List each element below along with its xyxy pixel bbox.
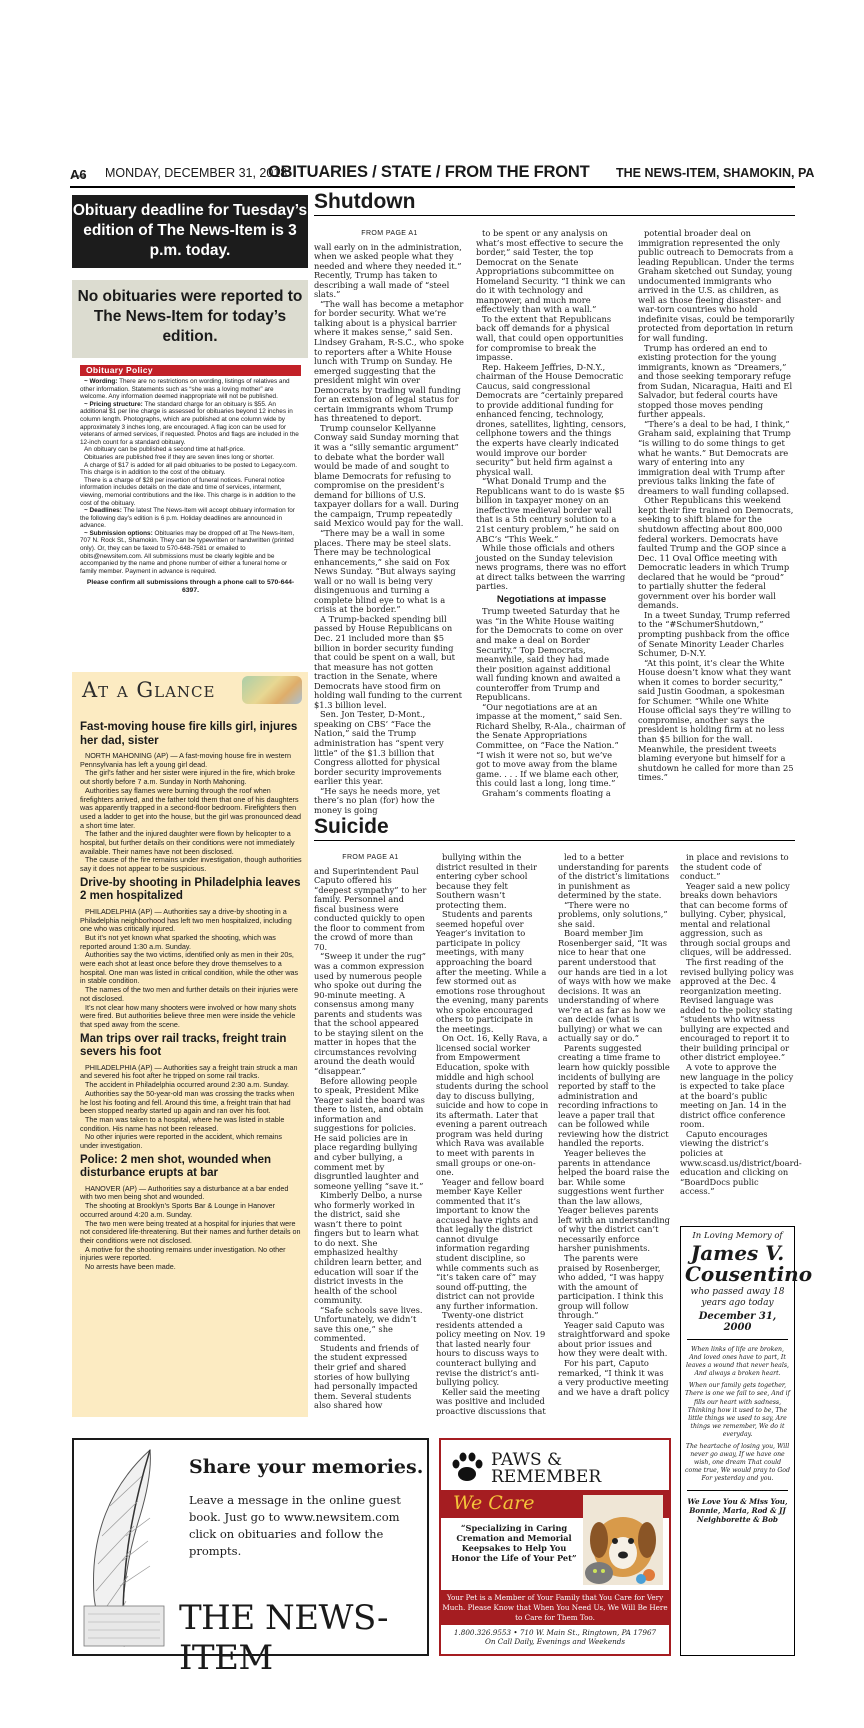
suicide-paragraph: Parents suggested creating a time frame to learn how quickly possible incidents of bullying are reported by staff to the administration and recording infractions to leave a paper trail that can be followed while reviewing how the district handled the reports.	[558, 1042, 670, 1149]
policy-paragraph: ~ Deadlines: The latest The News-Item will accept obituary information for the following day’s edition is 6 p.m. Holiday deadlines are announced in advance.	[80, 507, 295, 530]
glance-paragraph: The cause of the fire remains under investigation, though authorities say it does not appear to be suspicious.	[80, 855, 302, 874]
suicide-paragraph: and Superintendent Paul Caputo offered his “deepest sympathy” to her family. Personnel and fiscal business were conducted quickly to open the floor to comment from the crowd of more than 70.	[314, 865, 427, 952]
paws-name-line-1: PAWS &	[491, 1450, 563, 1470]
suicide-paragraph: Students and friends of the student expressed their grief and shared stories of how bullying had personally impacted them. Several students also shared how	[314, 1342, 419, 1411]
glance-paragraph: Authorities say flames were burning through the roof when firefighters arrived, and the father told them that one of his daughters was apparently trapped in a second-floor bedroom. Firefighters then used a ladder to get into the house, but the girl was pronounced dead a short time later.	[80, 785, 301, 830]
suicide-paragraph: Keller said the meeting was positive and included proactive discussions that	[436, 1386, 546, 1416]
glance-headline: Fast-moving house fire kills girl, injures her dad, sister	[80, 721, 298, 747]
news-item-logo: THE NEWS-ITEM	[179, 1598, 388, 1678]
glance-paragraph: It’s not clear how many shooters were involved or how many shots were fired. But authorities believe three men were inside the vehicle that sped away from the scene.	[80, 1002, 297, 1029]
shutdown-paragraph: To the extent that Republicans back off demands for a physical wall, that could open opportunities for compromise to break the impasse.	[476, 313, 624, 363]
memorial-poem	[685, 1346, 790, 1484]
glance-headline: Police: 2 men shot, wounded when disturbance erupts at bar	[80, 1153, 272, 1180]
paws-phone: 1.800.326.9553 • 710 W. Main St., Ringtown, PA 17967	[453, 1628, 657, 1637]
shutdown-column-3	[638, 229, 795, 783]
glance-paragraph: A motive for the shooting remains under investigation. No other injuries were reported.	[80, 1244, 286, 1263]
suicide-paragraph: Yeager said Caputo was straightforward and spoke about prior issues and how they were dealt with.	[558, 1319, 670, 1359]
memorial-divider	[687, 1490, 788, 1491]
shutdown-paragraph: Trump tweeted Saturday that he was “in the White House waiting for the Democrats to come on over and make a deal on Border Security.” Top Democrats, meanwhile, said they had made their position against additional wall funding known and awaited a counteroffer from Trump and Republicans.	[476, 606, 623, 703]
policy-paragraph: ~ Submission options: Obituaries may be dropped off at The News-Item, 707 N. Rock St., Shamokin. They can be typewritten or handwritten (printed only). Or, they can be faxed to 570-648-7581 or emailed to obits@newsitem.com. All submissions must be clearly legible and be accompanied by the name and phone number of either a funeral home or family member. Payment in advance is required.	[80, 529, 295, 575]
suicide-paragraph: Twenty-one district residents attended a policy meeting on Nov. 19 that lasted nearly four hours to discuss ways to counteract bullying and revise the district’s anti-bullying policy.	[436, 1310, 546, 1388]
pennsylvania-map-icon	[242, 676, 302, 704]
glance-paragraph: The girl’s father and her sister were injured in the fire, which broke out shortly before 7 a.m. Sunday in North Mahoning.	[80, 768, 296, 787]
glance-paragraph: PHILADELPHIA (AP) — Authorities say a freight train struck a man and severed his foot after he tripped on some rail tracks.	[80, 1062, 298, 1081]
glance-paragraph: Authorities say the two victims, identified only as men in their 20s, were each shot at least once before they drove themselves to a hospital. One man was listed in critical condition, while the other was in stable condition.	[80, 950, 299, 986]
memorial-notice	[680, 1226, 813, 1656]
glance-paragraph: The two men were being treated at a hospital for injuries that were not considered life-threatening. But their names and further details on their conditions were not disclosed.	[80, 1218, 301, 1245]
suicide-paragraph: bullying within the district resulted in their entering cyber school because they felt Southern wasn’t protecting them.	[436, 852, 537, 910]
shutdown-paragraph: A Trump-backed spending bill passed by House Republicans on Dec. 21 included more than $5 billion in border security funding that could be spent on a wall, but that measure has not gotten traction in the Senate, where Democrats have stood firm on holding wall funding to the current $1.3 billion level.	[314, 613, 462, 710]
we-care-tagline: We Care	[453, 1492, 535, 1514]
shutdown-from-page: FROM PAGE A1	[361, 230, 418, 237]
shutdown-paragraph: “What Donald Trump and the Republicans want to do is waste $5 billion in taxpayer money on an ineffective medieval border wall that is a 5th century solution to a 21st century problem,” he said on ABC’s “This Week.”	[476, 476, 625, 544]
suicide-paragraph: “Sweep it under the rug” was a common expression used by numerous people who spoke out during the 90-minute meeting. A consensus among many parents and students was that the school appeared to be staying silent on the matter in hopes that the circumstances revolving around the death would “disappear.”	[314, 951, 427, 1077]
suicide-paragraph: Before allowing people to speak, President Mike Yeager said the board was there to listen, and obtain information and suggestions for policies. He said policies are in place regarding bullying and cyber bullying, a comment met by disgruntled laughter and someone yelling “save it.”	[314, 1075, 425, 1191]
suicide-headline: Suicide	[314, 815, 389, 838]
memorial-verse: When our family gets together, There is one we fail to see, And if fills our heart with sadness, Thinking how it used to be, The little things we used to say, Are things we remember, We do it everyday.	[685, 1382, 790, 1438]
suicide-column-4	[680, 852, 802, 1197]
suicide-paragraph: “There were no problems, only solutions,” she said.	[558, 899, 668, 929]
no-obituaries-box: No obituaries were reported to The News-Item for today’s edition.	[72, 280, 308, 358]
policy-paragraph: ~ Wording: There are no restrictions on wording, listings of relatives and other information. Statements such as “she was a loving mother” are welcome. Any information deemed inappropriate will not be published.	[80, 378, 290, 401]
memorial-verse: The heartache of losing you, Will never go away, If we have one wish, one dream That could come true, We would pray to God For yesterday and you.	[685, 1443, 790, 1483]
suicide-rule	[314, 840, 795, 841]
shutdown-paragraph: Other Republicans this weekend kept their fire trained on Democrats, seeking to shift blame for the shutdown affecting about 800,000 federal workers. Democrats have faulted Trump and the GOP since a Dec. 11 Oval Office meeting with Democratic leaders in which Trump declared that he would be “proud” to partially shutter the federal government over his border wall demands.	[638, 495, 794, 611]
suicide-paragraph: Yeager believes the parents in attendance helped the board raise the bar. While some suggestions went further than the law allows, Yeager believes parents left with an understanding of why the district can’t necessarily enforce harsher punishments.	[558, 1147, 670, 1254]
memorial-name: James V. Cousentino	[685, 1241, 813, 1286]
memorial-divider	[687, 1339, 788, 1340]
dog-and-cat-photo	[583, 1495, 663, 1585]
glance-paragraph: PHILADELPHIA (AP) — Authorities say a drive-by shooting in a Philadelphia neighborhood has left two men hospitalized, including one who was critically injured.	[80, 906, 292, 934]
glance-paragraph: HANOVER (AP) — Authorities say a disturbance at a bar ended with two men being shot and wounded.	[80, 1183, 289, 1202]
shutdown-column-2	[476, 229, 627, 798]
paws-remember-ad	[439, 1438, 671, 1656]
suicide-column-1	[314, 853, 427, 1411]
suicide-paragraph: Board member Jim Rosenberger said, “It was nice to hear that one parent understood that our hands are tied in a lot of ways with how we make decisions. It was an understanding of where we’re at as far as how we can decide (what is bullying) or what we can actually say or do.”	[558, 928, 671, 1044]
glance-paragraph: No arrests have been made.	[85, 1262, 176, 1272]
glance-paragraph: But it’s not yet known what sparked the shooting, which was reported around 1:30 a.m. Sunday.	[80, 932, 276, 951]
suicide-paragraph: “Safe schools save lives. Unfortunately, we didn’t save this one,” she commented.	[314, 1304, 423, 1344]
policy-lead: ~ Deadlines:	[84, 507, 122, 515]
shutdown-paragraph: “There may be a wall in some places. There may be steel slats. There may be technological enhancements,” she said on Fox News Sunday. “But always saying wall or no wall is being very disingenuous and turning a complete blind eye to what is a crisis at the border.”	[314, 527, 456, 615]
guest-book-ad	[72, 1438, 429, 1678]
shutdown-paragraph: Rep. Hakeem Jeffries, D-N.Y., chairman of the House Democratic Caucus, said congressional Democrats are “certainly prepared to provide additional funding for enhanced fencing, technology, drones, satellites, lighting, censors, cellphone towers and the things the experts have clearly indicated would improve our border security” but held firm against a physical wall.	[476, 361, 627, 477]
policy-paragraph: An obituary can be published a second time at half-price.	[84, 446, 245, 454]
suicide-paragraph: The parents were praised by Rosenberger, who added, “I was happy with the amount of participation. I think this group will follow through.”	[558, 1252, 664, 1321]
glance-paragraph: The names of the two men and further details on their injuries were not disclosed.	[80, 985, 298, 1003]
shutdown-rule	[314, 215, 795, 216]
memorial-passed: who passed away 18 years ago today	[690, 1287, 785, 1308]
suicide-paragraph: in place and revisions to the student code of conduct.”	[680, 852, 789, 882]
glance-paragraph: The shooting at Brooklyn’s Sports Bar & Lounge in Hanover occurred around 4:20 a.m. Sunday.	[80, 1201, 276, 1219]
suicide-paragraph: A vote to approve the new language in the policy is expected to take place at the board’s public meeting on Jan. 14 in the district office conference room.	[680, 1062, 794, 1130]
shutdown-paragraph: “Our negotiations are at an impasse at the moment,” said Sen. Richard Shelby, R-Ala., chairman of the Senate Appropriations Committee, on “Face the Nation.” “I wish it were not so, but we’ve got to move away from the blame game. . . . If we blame each other, this could last a long, long time.”	[476, 701, 626, 789]
suicide-column-2	[436, 853, 549, 1416]
suicide-paragraph: Yeager said a new policy breaks down behaviors that can become forms of bullying. Cyber, physical, mental and relational aggression, such as through social groups and cliques, will be addressed.	[680, 880, 792, 958]
paws-on-call: On Call Daily, Evenings and Weekends	[484, 1637, 626, 1646]
glance-paragraph: The father and the injured daughter were flown by helicopter to a hospital, but further details on their conditions were not immediately available. Their names have not been disclosed.	[80, 829, 295, 856]
shutdown-paragraph: Trump has ordered an end to existing protection for the young immigrants, known as “Dreamers,” and those seeking temporary refuge from Sudan, Nicaragua, Haiti and El Salvador, but federal courts have stopped those moves pending further appeals.	[638, 342, 793, 420]
shutdown-column-1	[314, 229, 465, 815]
glance-headline: Drive-by shooting in Philadelphia leaves 2 men hospitalized	[80, 876, 301, 903]
guest-book-title: Share your memories.	[189, 1456, 424, 1478]
policy-lead: ~ Submission options:	[84, 529, 153, 537]
suicide-paragraph: Students and parents seemed hopeful over Yeager’s invitation to participate in policy meetings, with many approaching the board after the meeting. While a few stormed out as emotions rose throughout the evening, many parents who spoke encouraged others to participate in the meetings.	[436, 909, 549, 1034]
obituary-deadline-box: Obituary deadline for Tuesday’s edition of The News-Item is 3 p.m. today.	[72, 195, 308, 268]
obituary-policy-text	[80, 378, 301, 595]
shutdown-paragraph: to be spent or any analysis on what’s most effective to secure the border,” said Tester, the top Democrat on the Senate Appropriations subcommittee on Homeland Security. “I think we can do it with technology and manpower, and much more effectively than with a wall.”	[476, 228, 626, 315]
suicide-paragraph: Caputo encourages viewing the district’s policies at www.scasd.us/district/board-education and clicking on “BoardDocs public access.”	[680, 1128, 802, 1197]
glance-paragraph: The man was taken to a hospital, where he was listed in stable condition. His name has not been released.	[80, 1114, 285, 1133]
suicide-paragraph: Kimberly Delbo, a nurse who formerly worked in the district, said she wasn’t there to point fingers but to learn what to do next. She emphasized healthy children learn better, and education will soar if the district invests in the health of the school community.	[314, 1190, 423, 1306]
shutdown-paragraph: wall early on in the administration, when we asked people what they needed and where they needed it.” Recently, Trump has taken to describing a wall made of “steel slats.”	[314, 241, 462, 300]
suicide-paragraph: led to a better understanding for parents of the district’s limitations in punishment as determined by the state.	[558, 852, 670, 901]
paws-name-line-2: REMEMBER	[491, 1467, 602, 1487]
shutdown-paragraph: Sen. Jon Tester, D-Mont., speaking on CBS’ “Face the Nation,” said the Trump administration has “spent very little” of the $1.3 billion that Congress allotted for physical border security improvements earlier this year.	[314, 709, 444, 787]
paws-specializing: “Specializing in Caring Cremation and Memorial Keepsakes to Help You Honor the Life of Your Pet”	[451, 1523, 577, 1563]
page-number: A6	[70, 167, 87, 182]
shutdown-paragraph: “At this point, it’s clear the White House doesn’t know what they want when it comes to border security,” said Justin Goodman, a spokesman for Schumer. “While one White House official says they’re willing to compromise, another says the president is holding firm at no less than $5 billion for the wall. Meanwhile, the president tweets blaming everyone but himself for a shutdown he called for more than 25 times.”	[638, 657, 794, 783]
suicide-paragraph: Yeager and fellow board member Kaye Keller commented that it’s important to know the accused have rights and that legally the district cannot divulge information regarding student discipline, so while comments such as “it’s taken care of” may sound off-putting, the district can not provide any further information.	[436, 1176, 545, 1311]
quill-feather-icon	[80, 1446, 168, 1651]
suicide-paragraph: On Oct. 16, Kelly Rava, a licensed social worker from Empowerment Education, spoke with middle and high school students during the school day to discuss bullying, suicide and how to cope in its aftermath. Later that evening a parent outreach program was held during which Rava was available to meet with parents in small groups or one-on-one.	[436, 1033, 549, 1178]
shutdown-paragraph: Graham’s comments floating a	[482, 787, 611, 798]
policy-paragraph: A charge of $17 is added for all paid obituaries to be posted to Legacy.com. This charge is in addition to the cost of the obituary.	[80, 461, 298, 477]
shutdown-headline: Shutdown	[314, 190, 416, 213]
memorial-intro: In Loving Memory of	[692, 1231, 783, 1241]
policy-lead: ~ Pricing structure:	[84, 400, 143, 408]
shutdown-paragraph: While those officials and others jousted on the Sunday television news programs, there was no effort at direct talks between the warring parties.	[476, 543, 627, 592]
suicide-column-3	[558, 853, 671, 1397]
glance-paragraph: Authorities say the 50-year-old man was crossing the tracks when he lost his footing and fell. Around this time, a freight train that had been stopped nearby started up again and ran over his foot.	[80, 1088, 295, 1116]
suicide-paragraph: For his part, Caputo remarked, “I think it was a very productive meeting and we have a draft policy	[558, 1357, 670, 1397]
shutdown-paragraph: “There’s a deal to be had, I think,” Graham said, explaining that Trump “is willing to do some things to get what he wants.” But Democrats are wary of entering into any immigration deal with Trump after previous talks linking the fate of dreamers to wall funding collapsed.	[638, 418, 791, 496]
glance-paragraph: NORTH MAHONING (AP) — A fast-moving house fire in western Pennsylvania has left a young girl dead.	[80, 751, 291, 769]
suicide-from-page: FROM PAGE A1	[342, 854, 399, 861]
glance-headline: Man trips over rail tracks, freight train severs his foot	[80, 1032, 287, 1059]
paws-remember-name	[491, 1452, 601, 1486]
shutdown-paragraph: In a tweet Sunday, Trump referred to the “#SchumerShutdown,” prompting pushback from the office of Senate Minority Leader Charles Schumer, D-N.Y.	[638, 609, 791, 659]
header-rule	[70, 186, 795, 188]
glance-paragraph: No other injuries were reported in the accident, which remains under investigation.	[80, 1132, 282, 1151]
policy-lead: ~ Wording:	[84, 378, 118, 385]
paper-name: THE NEWS-ITEM, SHAMOKIN, PA	[616, 166, 815, 180]
at-a-glance-title: At a Glance	[82, 678, 216, 702]
guest-book-text: Leave a message in the online guest book. Just go to www.newsitem.com click on obituaries and follow the prompts.	[189, 1493, 401, 1558]
suicide-paragraph: The first reading of the revised bullying policy was approved at the Dec. 4 reorganization meeting. Revised language was added to the policy stating “students who witness bullying are expected and encouraged to report it to their building principal or other district employee.”	[680, 957, 794, 1063]
paw-print-icon	[449, 1450, 485, 1484]
memorial-verse: When links of life are broken, And loved ones have to part, It leaves a wound that never heals, And always a broken heart.	[685, 1346, 789, 1378]
paws-family-band: Your Pet is a Member of Your Family that You Care for Very Much. Please Know that When You Need Us, We Will Be Here to Care for Them Too.	[441, 1590, 669, 1625]
paws-contact	[441, 1628, 669, 1646]
policy-paragraph: ~ Pricing structure: The standard charge for an obituary is $55. An additional $1 per line charge is assessed for obituaries beyond 12 inches in column length. Photographs, which are published at one column wide by approximately 3 inches long, are encouraged. A flag icon can be used for veterans of armed services, if requested. Photos and flags are included in the 12-inch count for a standard obituary.	[80, 400, 299, 446]
memorial-signoff: We Love You & Miss You, Bonnie, Maria, Rod & JJ Neighborette & Bob	[687, 1496, 788, 1524]
obituary-policy-title: Obituary Policy	[80, 365, 301, 376]
policy-phone-call: Please confirm all submissions through a phone call to 570-644-6397.	[86, 579, 295, 595]
shutdown-subhead: Negotiations at impasse	[496, 593, 607, 605]
dateline: MONDAY, DECEMBER 31, 2018	[105, 166, 288, 180]
memorial-date: December 31, 2000	[698, 1311, 777, 1333]
shutdown-paragraph: potential broader deal on immigration represented the only public outreach to Democrats from a leading Republican. Under the terms Graham sketched out Sunday, young undocumented immigrants who arrived in the U.S. as children, as well as those fleeing disaster- and war-torn countries who hold indefinite visas, could be temporarily protected from deportation in return for wall funding.	[638, 228, 795, 344]
at-a-glance-stories	[80, 718, 302, 1272]
section-title: OBITUARIES / STATE / FROM THE FRONT	[268, 163, 590, 181]
policy-paragraph: There is a charge of $28 per insertion of funeral notices. Funeral notice information includes details on the date and time of services, interment, viewing, memorial contributions and the like. This charge is in addition to the cost of the obituary.	[80, 476, 296, 507]
shutdown-paragraph: “He says he needs more, yet there’s no plan (for) how the money is going	[314, 785, 441, 815]
shutdown-paragraph: “The wall has become a metaphor for border security. What we’re talking about is a physical barrier where it makes sense,” said Sen. Lindsey Graham, R-S.C., who spoke to reporters after a White House lunch with Trump on Sunday. He emerged suggesting that the president might win over Democrats by trading wall funding for an extension of legal status for certain immigrants whom Trump has threatened to deport.	[314, 298, 464, 424]
policy-paragraph: Obituaries are published free if they are seven lines long or shorter.	[84, 453, 275, 461]
glance-paragraph: The accident in Philadelphia occurred around 2:30 a.m. Sunday.	[85, 1080, 290, 1090]
shutdown-paragraph: Trump counselor Kellyanne Conway said Sunday morning that it was a “silly semantic argument” to debate what the border wall would be made of and sought to blame Democrats for refusing to compromise on the president’s demand for billions of U.S. taxpayer dollars for a wall. During the campaign, Trump repeatedly said Mexico would pay for the wall.	[314, 422, 464, 529]
